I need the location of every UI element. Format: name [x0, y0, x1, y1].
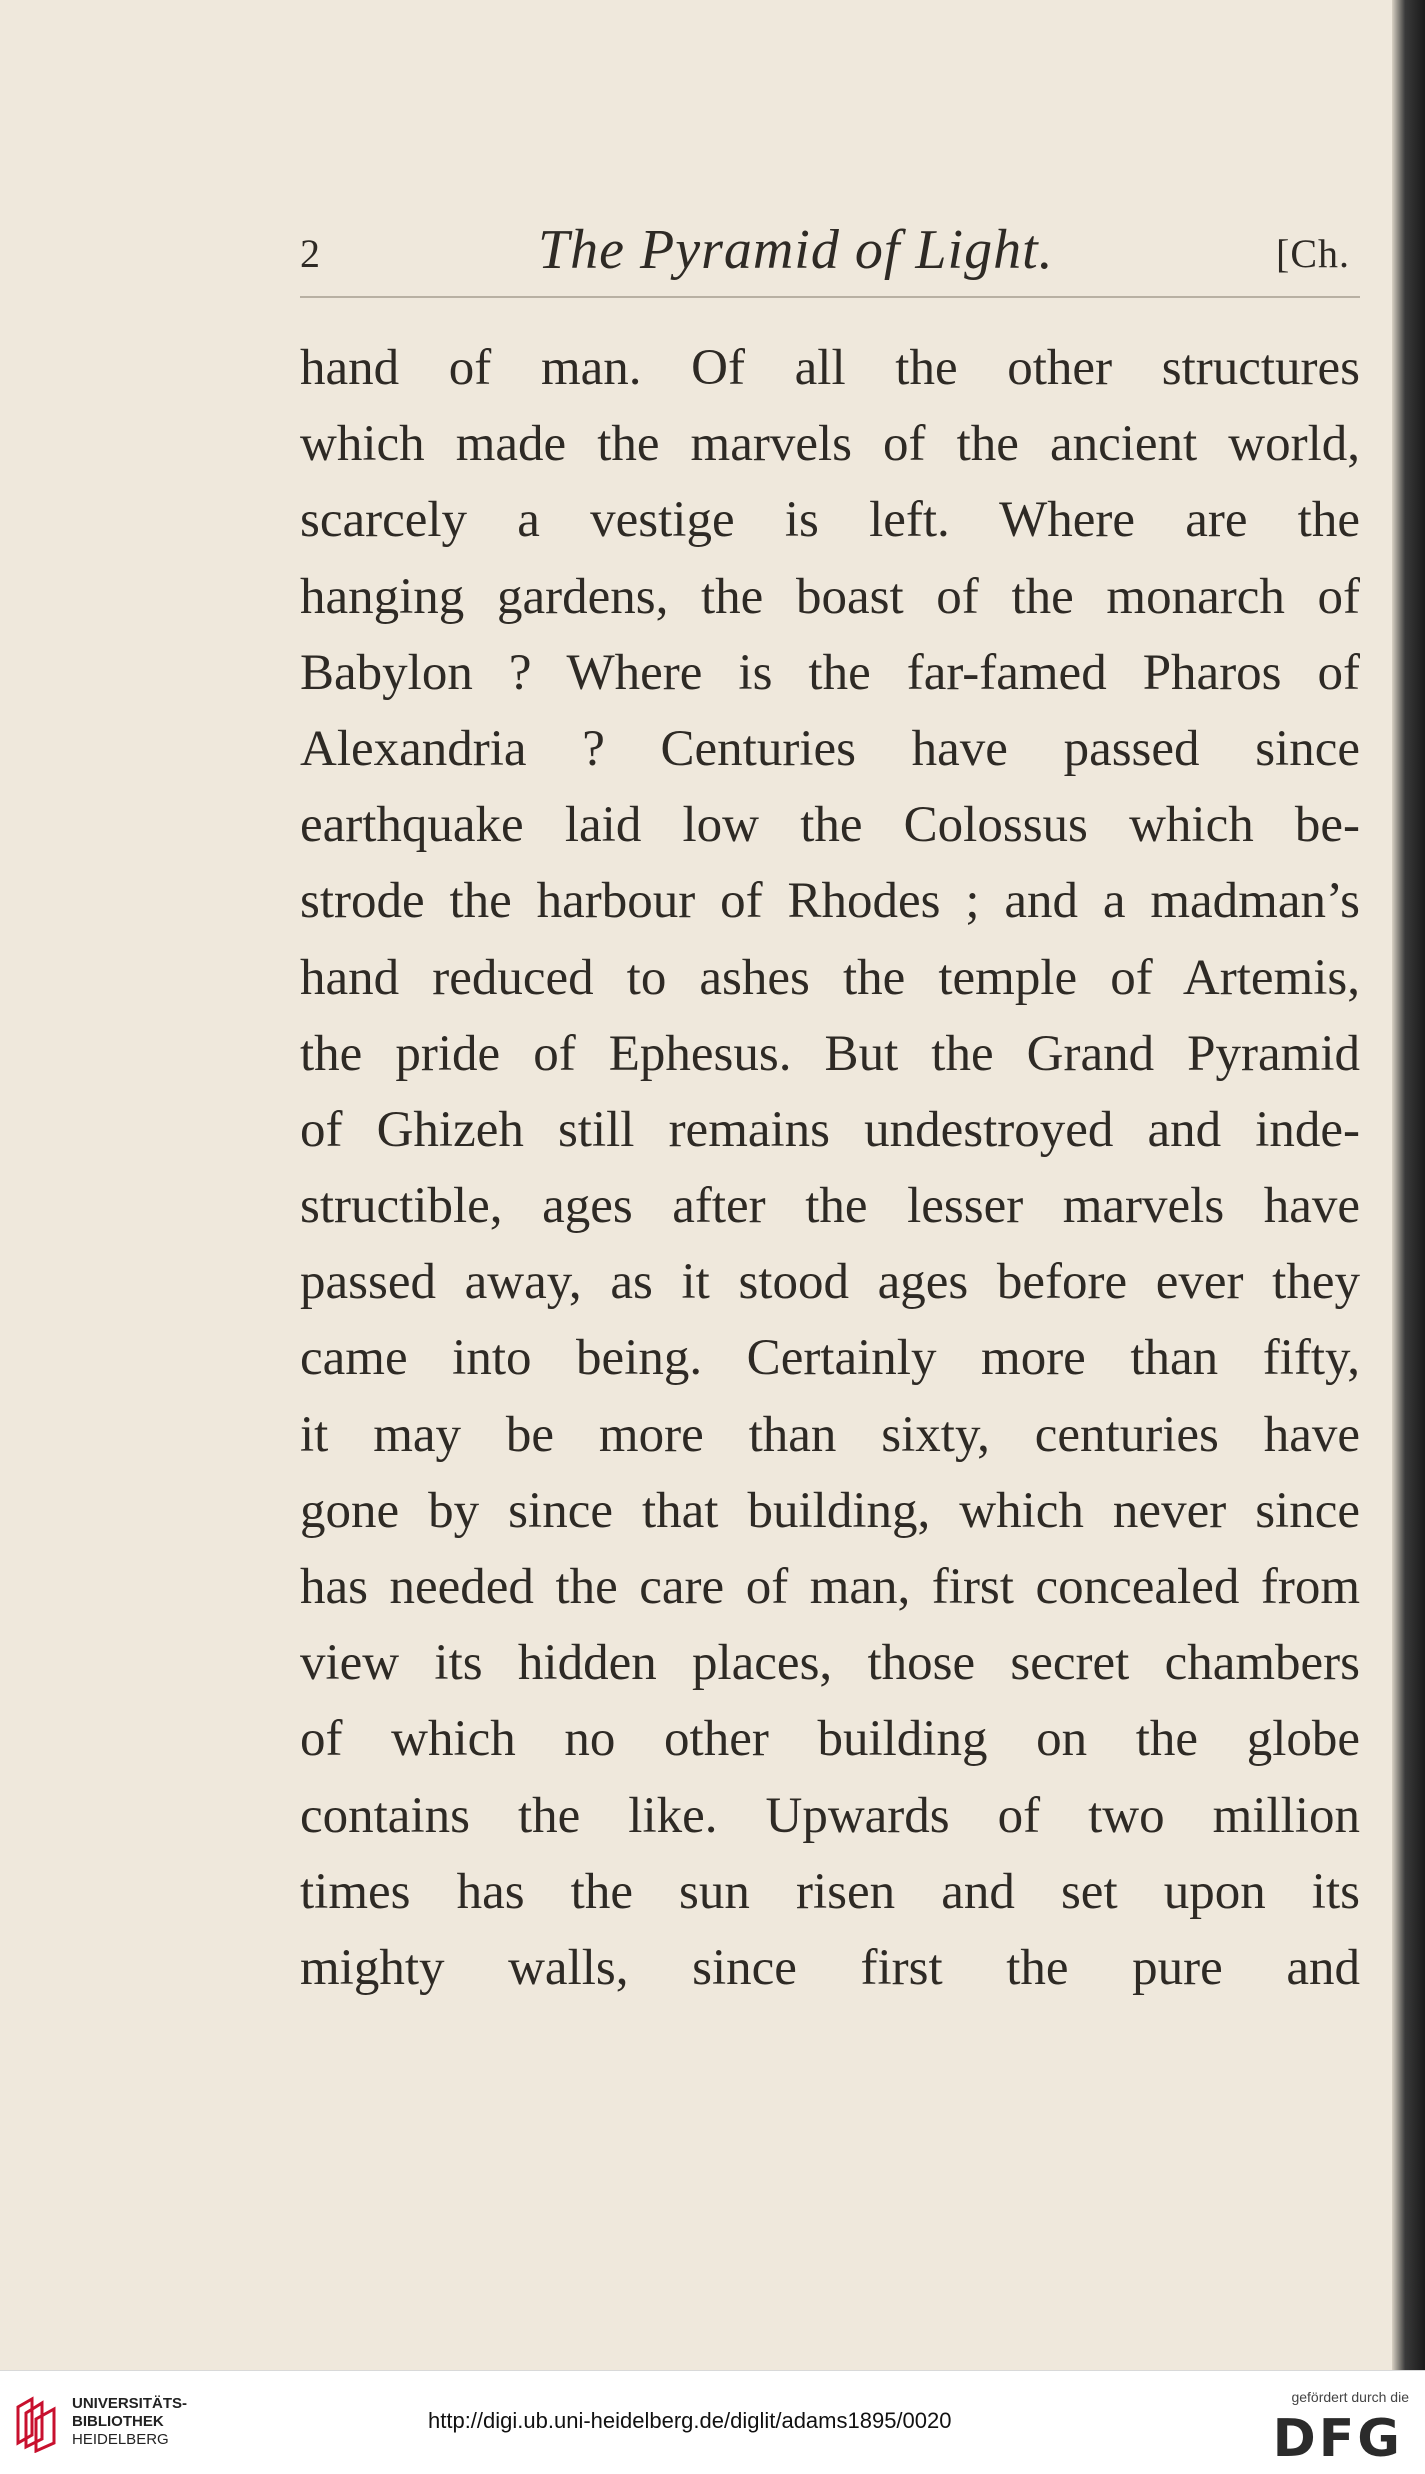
text-line: the pride of Ephesus. But the Grand Pyramid	[300, 1025, 1360, 1082]
text-line: it may be more than sixty, centuries have	[300, 1406, 1360, 1463]
viewer-footer	[0, 2370, 1425, 2474]
funded-by-label: gefördert durch die	[1291, 2389, 1409, 2405]
chapter-mark: [Ch.	[1276, 231, 1350, 276]
text-line: hanging gardens, the boast of the monarch of	[300, 568, 1360, 625]
running-title: The Pyramid of Light.	[538, 219, 1054, 281]
body-text	[300, 330, 1360, 2006]
header-rule	[300, 296, 1360, 298]
text-line: which made the marvels of the ancient world,	[300, 416, 1360, 473]
text-line: strode the harbour of Rhodes ; and a madman’s	[300, 873, 1360, 930]
permalink-url[interactable]: http://digi.ub.uni-heidelberg.de/diglit/adams1895/0020	[428, 2408, 952, 2433]
text-line: structible, ages after the lesser marvels have	[300, 1178, 1360, 1235]
library-name-line: HEIDELBERG	[72, 2431, 169, 2448]
text-line: Alexandria ? Centuries have passed since	[300, 720, 1360, 777]
text-line: hand of man. Of all the other structures	[300, 340, 1360, 396]
text-line: of which no other building on the globe	[300, 1711, 1360, 1768]
text-line: came into being. Certainly more than fifty,	[300, 1330, 1360, 1387]
text-line: times has the sun risen and set upon its	[300, 1863, 1360, 1920]
dfg-logo[interactable]: DFG	[1272, 2409, 1403, 2469]
page-header	[300, 218, 1360, 298]
text-line: has needed the care of man, first concealed from	[300, 1559, 1360, 1615]
text-line: scarcely a vestige is left. Where are the	[300, 492, 1360, 549]
text-line: earthquake laid low the Colossus which be-	[300, 797, 1360, 854]
text-line: mighty walls, since first the pure and	[300, 1939, 1360, 1996]
text-line: gone by since that building, which never since	[300, 1482, 1360, 1539]
library-name[interactable]	[72, 2395, 187, 2449]
library-name-line: UNIVERSITÄTS-	[72, 2395, 188, 2412]
text-line: hand reduced to ashes the temple of Artemis,	[300, 949, 1360, 1006]
text-line: Babylon ? Where is the far-famed Pharos of	[300, 644, 1360, 701]
page-number: 2	[300, 231, 320, 276]
text-line: passed away, as it stood ages before ever they	[300, 1254, 1360, 1311]
text-line: view its hidden places, those secret chambers	[300, 1635, 1360, 1692]
library-logo-icon[interactable]	[14, 2393, 64, 2453]
text-line: of Ghizeh still remains undestroyed and inde-	[300, 1101, 1360, 1158]
text-line: contains the like. Upwards of two million	[300, 1787, 1360, 1844]
scan-edge	[1392, 0, 1425, 2370]
library-name-line: BIBLIOTHEK	[72, 2413, 164, 2430]
